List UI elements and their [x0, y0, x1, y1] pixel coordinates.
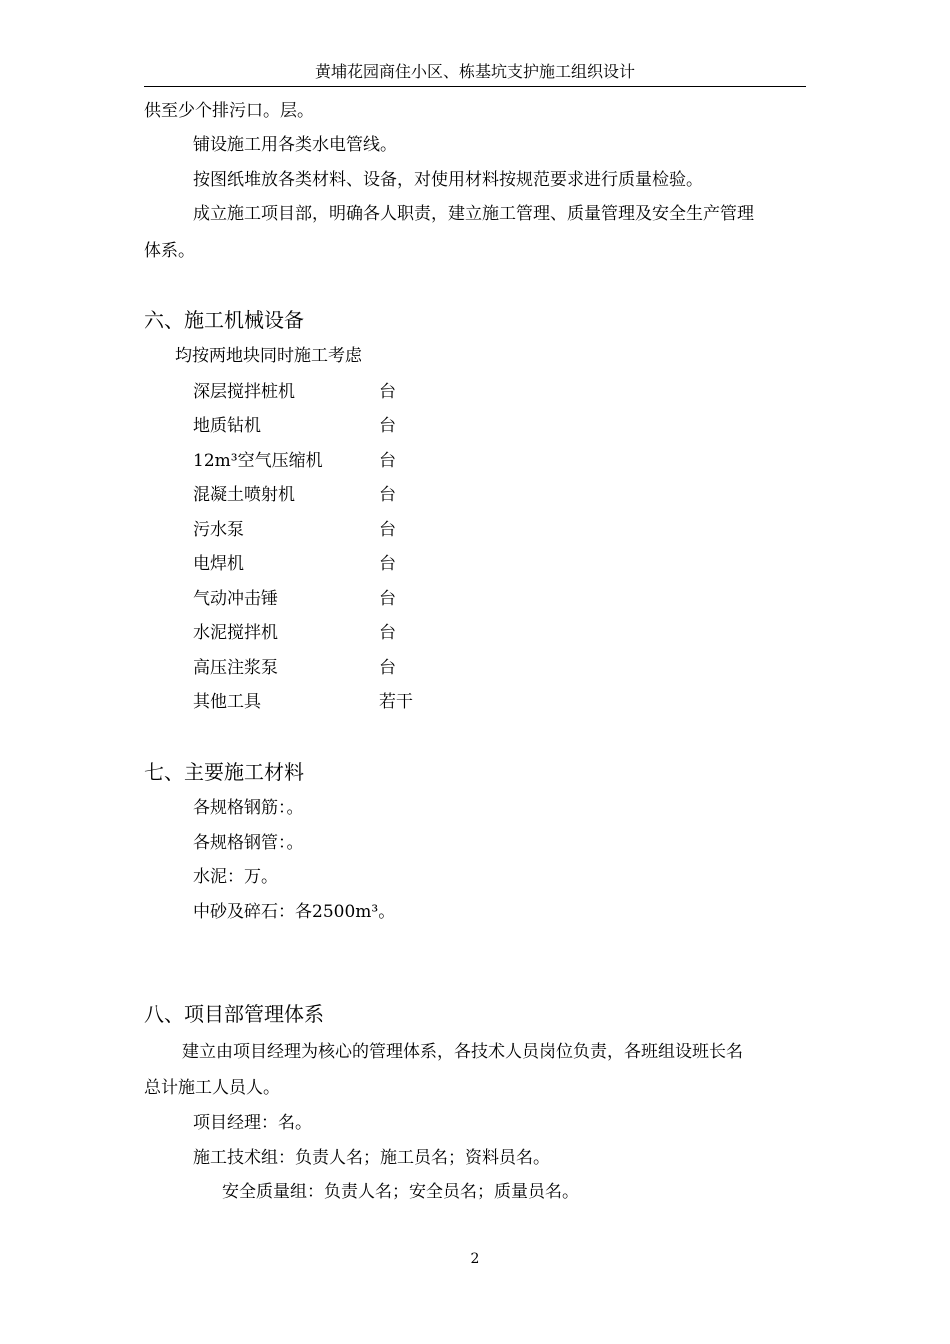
equipment-unit: 台	[379, 520, 396, 540]
equipment-unit: 台	[379, 416, 396, 436]
section-8-heading: 八、项目部管理体系	[144, 1002, 324, 1026]
equipment-unit: 台	[379, 623, 396, 643]
equipment-unit: 台	[379, 589, 396, 609]
equipment-unit: 台	[379, 485, 396, 505]
section-8-paragraph-a: 建立由项目经理为核心的管理体系，各技术人员岗位负责，各班组设班长名	[182, 1042, 743, 1062]
intro-line-1: 供至少个排污口。层。	[144, 101, 314, 121]
material-item: 各规格钢管：。	[193, 833, 304, 853]
equipment-name: 污水泵	[193, 520, 244, 540]
intro-line-3: 按图纸堆放各类材料、设备，对使用材料按规范要求进行质量检验。	[193, 170, 703, 190]
equipment-unit: 台	[379, 382, 396, 402]
equipment-name: 深层搅拌桩机	[193, 382, 295, 402]
material-item: 水泥：万。	[193, 867, 278, 887]
header-rule	[144, 86, 806, 87]
equipment-name: 地质钻机	[193, 416, 261, 436]
intro-line-2: 铺设施工用各类水电管线。	[193, 135, 397, 155]
equipment-unit: 台	[379, 658, 396, 678]
equipment-name: 高压注浆泵	[193, 658, 278, 678]
staff-technical-group: 施工技术组：负责人名；施工员名；资料员名。	[193, 1148, 550, 1168]
staff-project-manager: 项目经理：名。	[193, 1113, 312, 1133]
section-6-heading: 六、施工机械设备	[144, 308, 304, 332]
equipment-name: 12m³空气压缩机	[193, 451, 323, 471]
intro-line-4b: 体系。	[144, 241, 195, 261]
equipment-name: 其他工具	[193, 692, 261, 712]
equipment-name: 水泥搅拌机	[193, 623, 278, 643]
page-number: 2	[470, 1251, 480, 1267]
intro-line-4a: 成立施工项目部，明确各人职责，建立施工管理、质量管理及安全生产管理	[193, 204, 754, 224]
section-8-paragraph-b: 总计施工人员人。	[144, 1078, 280, 1098]
running-header: 黄埔花园商住小区、栋基坑支护施工组织设计	[314, 62, 635, 81]
equipment-unit: 台	[379, 451, 396, 471]
equipment-name: 混凝土喷射机	[193, 485, 295, 505]
equipment-unit: 若干	[379, 692, 413, 712]
material-item: 各规格钢筋：。	[193, 798, 304, 818]
section-6-note: 均按两地块同时施工考虑	[175, 346, 362, 366]
equipment-unit: 台	[379, 554, 396, 574]
material-item: 中砂及碎石：各2500m³。	[193, 902, 396, 922]
staff-safety-quality-group: 安全质量组：负责人名；安全员名；质量员名。	[222, 1182, 579, 1202]
equipment-name: 气动冲击锤	[193, 589, 278, 609]
equipment-name: 电焊机	[193, 554, 244, 574]
section-7-heading: 七、主要施工材料	[144, 760, 304, 784]
